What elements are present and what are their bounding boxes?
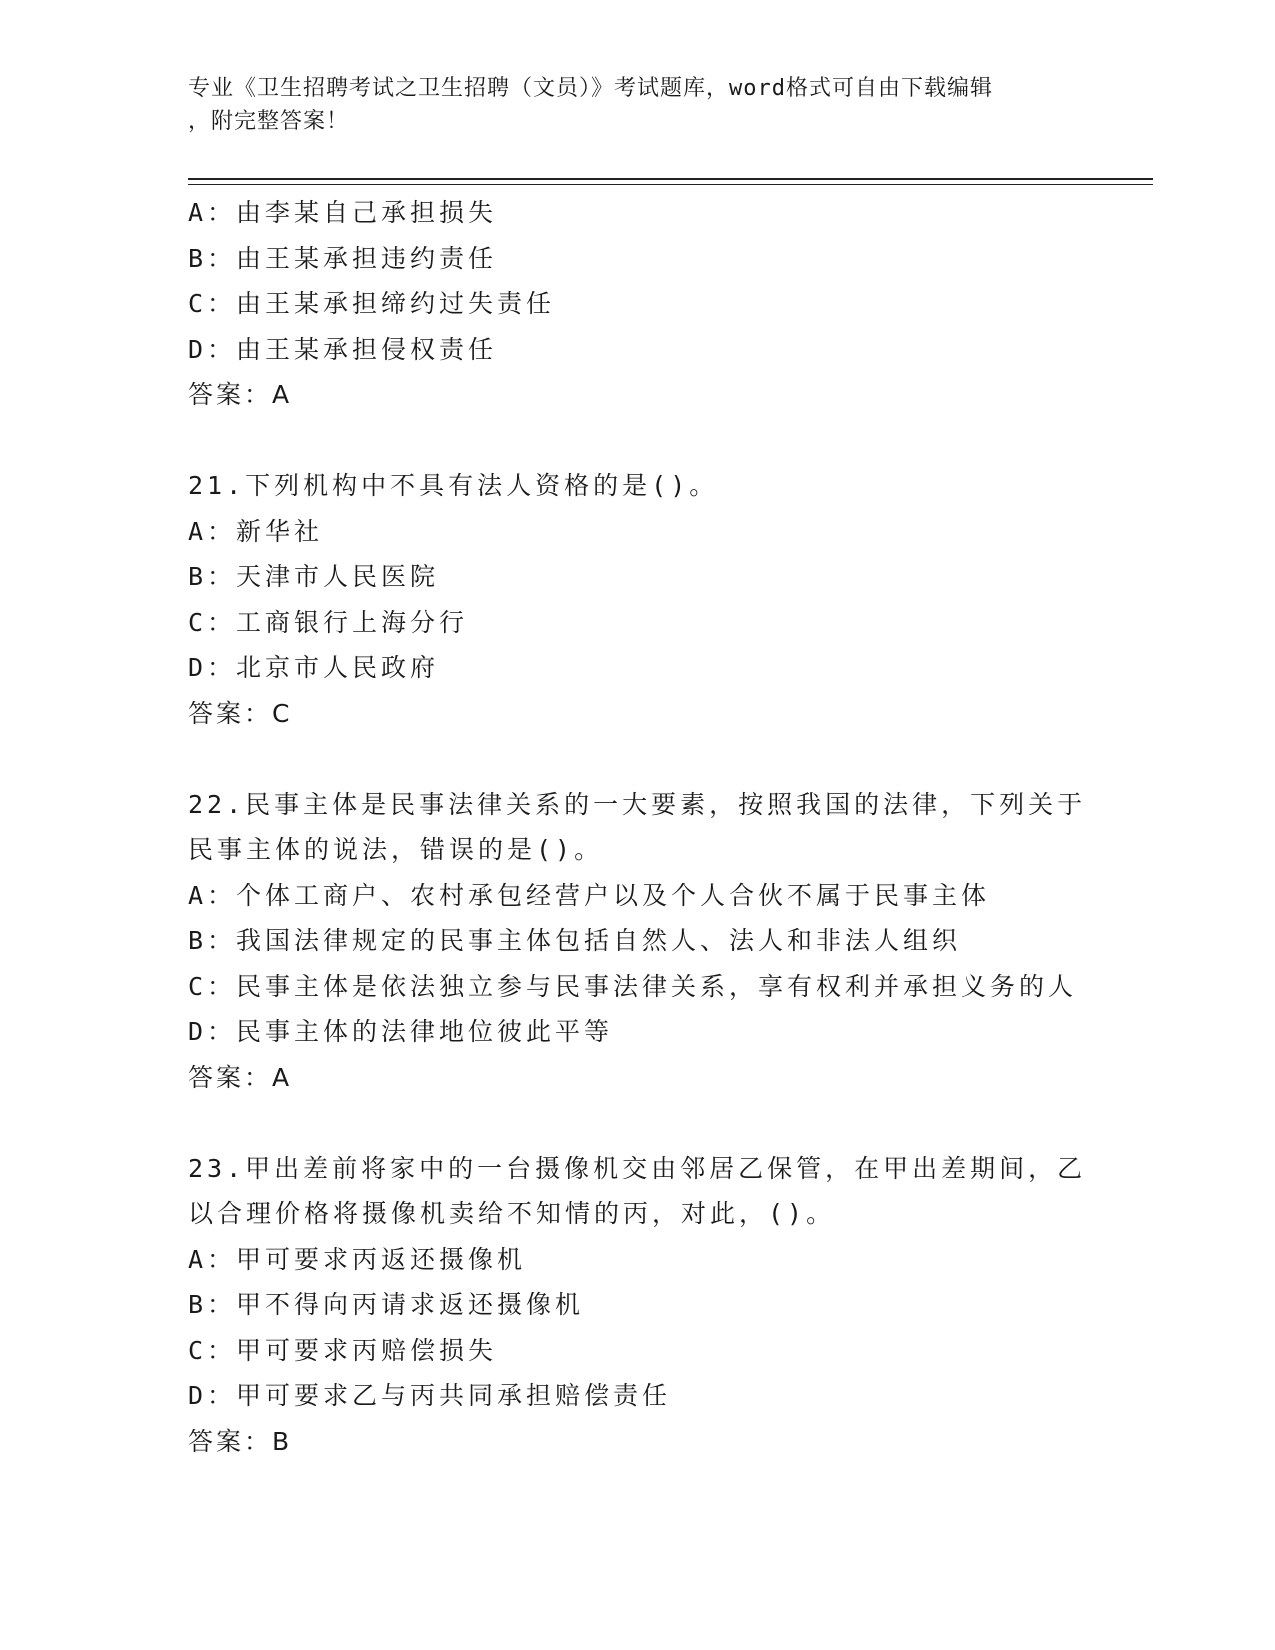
option-b: B：甲不得向丙请求返还摄像机 [188, 1290, 585, 1319]
option-a: A：个体工商户、农村承包经营户以及个人合伙不属于民事主体 [188, 880, 991, 910]
header-line-2: ，附完整答案！ [188, 109, 350, 134]
document-header [188, 72, 1068, 138]
answer-line: 答案：B [188, 1426, 293, 1456]
answer-line: 答案：A [188, 380, 293, 409]
question-22 [188, 782, 1088, 1101]
option-d: D：民事主体的法律地位彼此平等 [188, 1017, 614, 1046]
option-b: B：我国法律规定的民事主体包括自然人、法人和非法人组织 [188, 926, 962, 955]
header-line-1: 专业《卫生招聘考试之卫生招聘（文员）》考试题库，word格式可自由下载编辑 [188, 76, 993, 101]
answer-line: 答案：C [188, 698, 293, 728]
option-c: C：工商银行上海分行 [188, 607, 469, 637]
answer-line: 答案：A [188, 1062, 293, 1092]
option-d: D：北京市人民政府 [188, 653, 440, 682]
question-23 [188, 1146, 1088, 1465]
option-d: D：由王某承担侵权责任 [188, 334, 498, 364]
question-stem-cont: 以合理价格将摄像机卖给不知情的丙，对此，()。 [188, 1199, 836, 1228]
spacer [188, 1100, 1088, 1146]
header-rule-thick [188, 178, 1153, 180]
spacer [188, 736, 1088, 782]
option-a: A：由李某自己承担损失 [188, 198, 498, 227]
question-21 [188, 463, 1088, 736]
option-b: B：由王某承担违约责任 [188, 243, 498, 273]
option-a: A：甲可要求丙返还摄像机 [188, 1244, 527, 1274]
option-d: D：甲可要求乙与丙共同承担赔偿责任 [188, 1381, 672, 1410]
question-list [188, 190, 1088, 1464]
question-stem: 21.下列机构中不具有法人资格的是()。 [188, 471, 719, 500]
option-c: C：甲可要求丙赔偿损失 [188, 1335, 498, 1365]
question-stem: 23.甲出差前将家中的一台摄像机交由邻居乙保管，在甲出差期间，乙 [188, 1153, 1087, 1183]
option-c: C：由王某承担缔约过失责任 [188, 289, 556, 318]
option-c: C：民事主体是依法独立参与民事法律关系，享有权利并承担义务的人 [188, 971, 1078, 1001]
question-stem-cont: 民事主体的说法，错误的是()。 [188, 835, 604, 864]
option-b: B：天津市人民医院 [188, 562, 440, 591]
spacer [188, 418, 1088, 464]
question-stem: 22.民事主体是民事法律关系的一大要素，按照我国的法律，下列关于 [188, 789, 1087, 819]
question-block-prev [188, 190, 1088, 418]
header-rule-thin [188, 184, 1153, 185]
option-a: A：新华社 [188, 516, 324, 546]
